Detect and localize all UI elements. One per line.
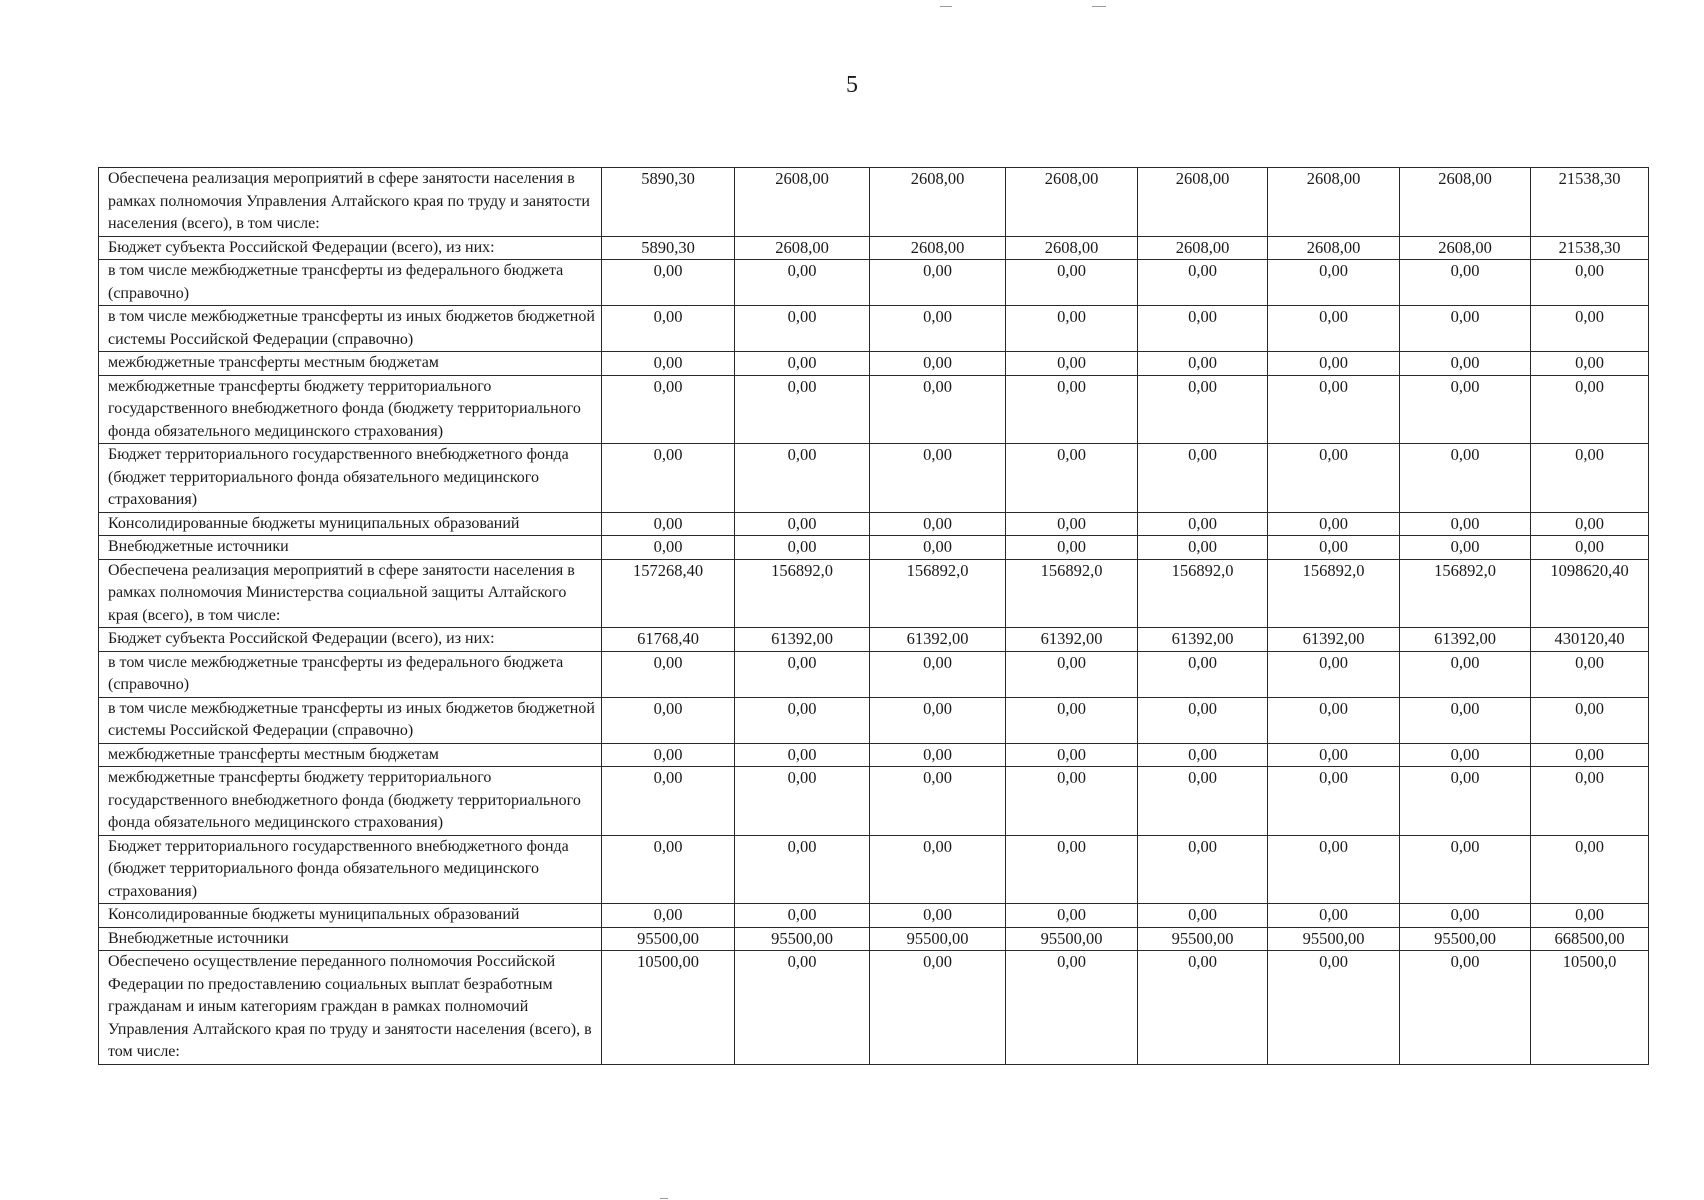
value-cell: 156892,0 bbox=[1138, 559, 1268, 628]
row-total-cell: 21538,30 bbox=[1531, 168, 1649, 237]
row-total-cell: 0,00 bbox=[1531, 512, 1649, 536]
value-cell: 0,00 bbox=[1006, 767, 1138, 836]
value-cell: 2608,00 bbox=[1268, 236, 1400, 260]
value-cell: 61392,00 bbox=[870, 628, 1006, 652]
table-row bbox=[99, 512, 1649, 536]
row-total-cell: 0,00 bbox=[1531, 352, 1649, 376]
value-cell: 0,00 bbox=[1006, 306, 1138, 352]
value-cell: 0,00 bbox=[735, 444, 870, 513]
value-cell: 0,00 bbox=[1400, 651, 1531, 697]
value-cell: 2608,00 bbox=[1138, 236, 1268, 260]
value-cell: 2608,00 bbox=[1268, 168, 1400, 237]
table-row bbox=[99, 927, 1649, 951]
value-cell: 0,00 bbox=[870, 352, 1006, 376]
value-cell: 0,00 bbox=[602, 444, 735, 513]
value-cell: 0,00 bbox=[1400, 767, 1531, 836]
value-cell: 0,00 bbox=[602, 375, 735, 444]
row-total-cell: 0,00 bbox=[1531, 904, 1649, 928]
value-cell: 0,00 bbox=[1268, 260, 1400, 306]
table-row bbox=[99, 306, 1649, 352]
value-cell: 0,00 bbox=[870, 835, 1006, 904]
value-cell: 2608,00 bbox=[1400, 168, 1531, 237]
value-cell: 0,00 bbox=[602, 904, 735, 928]
value-cell: 0,00 bbox=[735, 651, 870, 697]
row-label: Обеспечена реализация мероприятий в сфере занятости населения в рамках полномочия Министерства социальной защиты Алтайского края (всего), в том числе: bbox=[99, 559, 602, 628]
value-cell: 5890,30 bbox=[602, 168, 735, 237]
value-cell: 0,00 bbox=[1138, 651, 1268, 697]
value-cell: 0,00 bbox=[1400, 375, 1531, 444]
value-cell: 0,00 bbox=[1006, 352, 1138, 376]
row-label: в том числе межбюджетные трансферты из иных бюджетов бюджетной системы Российской Федерации (справочно) bbox=[99, 697, 602, 743]
value-cell: 0,00 bbox=[1268, 743, 1400, 767]
row-label: межбюджетные трансферты бюджету территориального государственного внебюджетного фонда (бюджету территориального фонда обязательного медицинского страхования) bbox=[99, 767, 602, 836]
value-cell: 157268,40 bbox=[602, 559, 735, 628]
value-cell: 0,00 bbox=[1006, 904, 1138, 928]
value-cell: 0,00 bbox=[1268, 306, 1400, 352]
value-cell: 0,00 bbox=[602, 767, 735, 836]
budget-table bbox=[98, 167, 1649, 1065]
row-label: Внебюджетные источники bbox=[99, 927, 602, 951]
value-cell: 95500,00 bbox=[870, 927, 1006, 951]
value-cell: 0,00 bbox=[1138, 835, 1268, 904]
row-total-cell: 1098620,40 bbox=[1531, 559, 1649, 628]
table-row bbox=[99, 697, 1649, 743]
value-cell: 0,00 bbox=[1006, 697, 1138, 743]
table-row bbox=[99, 352, 1649, 376]
row-label: Внебюджетные источники bbox=[99, 536, 602, 560]
value-cell: 0,00 bbox=[602, 743, 735, 767]
value-cell: 0,00 bbox=[735, 375, 870, 444]
value-cell: 95500,00 bbox=[1138, 927, 1268, 951]
value-cell: 0,00 bbox=[602, 260, 735, 306]
value-cell: 0,00 bbox=[1268, 512, 1400, 536]
row-label: в том числе межбюджетные трансферты из иных бюджетов бюджетной системы Российской Федерации (справочно) bbox=[99, 306, 602, 352]
row-label: межбюджетные трансферты местным бюджетам bbox=[99, 352, 602, 376]
row-total-cell: 0,00 bbox=[1531, 835, 1649, 904]
value-cell: 0,00 bbox=[735, 951, 870, 1065]
value-cell: 0,00 bbox=[1006, 835, 1138, 904]
value-cell: 0,00 bbox=[870, 951, 1006, 1065]
row-label: межбюджетные трансферты бюджету территориального государственного внебюджетного фонда (бюджету территориального фонда обязательного медицинского страхования) bbox=[99, 375, 602, 444]
value-cell: 0,00 bbox=[1006, 651, 1138, 697]
value-cell: 0,00 bbox=[1138, 375, 1268, 444]
table-row bbox=[99, 767, 1649, 836]
value-cell: 10500,00 bbox=[602, 951, 735, 1065]
row-label: Обеспечено осуществление переданного полномочия Российской Федерации по предоставлению социальных выплат безработным гражданам и иным категориям граждан в рамках полномочий Управления Алтайского края по труду и занятости населения (всего), в том числе: bbox=[99, 951, 602, 1065]
row-total-cell: 0,00 bbox=[1531, 743, 1649, 767]
table-row bbox=[99, 743, 1649, 767]
value-cell: 0,00 bbox=[1268, 375, 1400, 444]
value-cell: 0,00 bbox=[1400, 904, 1531, 928]
value-cell: 0,00 bbox=[1138, 536, 1268, 560]
value-cell: 0,00 bbox=[735, 835, 870, 904]
budget-table-body bbox=[99, 168, 1649, 1065]
value-cell: 0,00 bbox=[1400, 743, 1531, 767]
value-cell: 0,00 bbox=[1400, 536, 1531, 560]
value-cell: 0,00 bbox=[870, 536, 1006, 560]
table-row bbox=[99, 536, 1649, 560]
table-row bbox=[99, 835, 1649, 904]
scan-artifact bbox=[660, 1198, 668, 1199]
value-cell: 2608,00 bbox=[870, 236, 1006, 260]
value-cell: 0,00 bbox=[602, 306, 735, 352]
value-cell: 0,00 bbox=[1006, 512, 1138, 536]
value-cell: 2608,00 bbox=[870, 168, 1006, 237]
row-label: межбюджетные трансферты местным бюджетам bbox=[99, 743, 602, 767]
value-cell: 156892,0 bbox=[1268, 559, 1400, 628]
value-cell: 0,00 bbox=[1138, 767, 1268, 836]
value-cell: 0,00 bbox=[870, 767, 1006, 836]
page-number: 5 bbox=[846, 72, 858, 98]
value-cell: 0,00 bbox=[1006, 951, 1138, 1065]
row-total-cell: 0,00 bbox=[1531, 651, 1649, 697]
budget-table-container bbox=[98, 167, 1648, 1065]
value-cell: 0,00 bbox=[602, 651, 735, 697]
value-cell: 156892,0 bbox=[870, 559, 1006, 628]
value-cell: 0,00 bbox=[870, 743, 1006, 767]
value-cell: 0,00 bbox=[1138, 352, 1268, 376]
value-cell: 0,00 bbox=[1006, 536, 1138, 560]
value-cell: 0,00 bbox=[870, 512, 1006, 536]
value-cell: 2608,00 bbox=[735, 168, 870, 237]
value-cell: 0,00 bbox=[1006, 743, 1138, 767]
value-cell: 156892,0 bbox=[1400, 559, 1531, 628]
value-cell: 61392,00 bbox=[1400, 628, 1531, 652]
value-cell: 0,00 bbox=[1268, 835, 1400, 904]
value-cell: 0,00 bbox=[735, 352, 870, 376]
row-total-cell: 0,00 bbox=[1531, 767, 1649, 836]
value-cell: 0,00 bbox=[1268, 697, 1400, 743]
row-total-cell: 0,00 bbox=[1531, 375, 1649, 444]
value-cell: 0,00 bbox=[1006, 260, 1138, 306]
value-cell: 95500,00 bbox=[735, 927, 870, 951]
row-label: Консолидированные бюджеты муниципальных образований bbox=[99, 512, 602, 536]
value-cell: 95500,00 bbox=[1268, 927, 1400, 951]
value-cell: 0,00 bbox=[1268, 651, 1400, 697]
row-label: Бюджет субъекта Российской Федерации (всего), из них: bbox=[99, 236, 602, 260]
row-label: в том числе межбюджетные трансферты из федерального бюджета (справочно) bbox=[99, 260, 602, 306]
value-cell: 156892,0 bbox=[1006, 559, 1138, 628]
value-cell: 2608,00 bbox=[1006, 236, 1138, 260]
value-cell: 0,00 bbox=[602, 512, 735, 536]
row-label: Бюджет территориального государственного внебюджетного фонда (бюджет территориального фонда обязательного медицинского страхования) bbox=[99, 444, 602, 513]
value-cell: 0,00 bbox=[870, 260, 1006, 306]
value-cell: 0,00 bbox=[735, 904, 870, 928]
value-cell: 0,00 bbox=[1138, 904, 1268, 928]
value-cell: 0,00 bbox=[602, 536, 735, 560]
row-label: Бюджет субъекта Российской Федерации (всего), из них: bbox=[99, 628, 602, 652]
value-cell: 156892,0 bbox=[735, 559, 870, 628]
value-cell: 0,00 bbox=[1268, 444, 1400, 513]
value-cell: 0,00 bbox=[1268, 904, 1400, 928]
value-cell: 0,00 bbox=[1138, 444, 1268, 513]
table-row bbox=[99, 236, 1649, 260]
value-cell: 0,00 bbox=[870, 375, 1006, 444]
value-cell: 95500,00 bbox=[1400, 927, 1531, 951]
value-cell: 61392,00 bbox=[735, 628, 870, 652]
value-cell: 0,00 bbox=[602, 835, 735, 904]
value-cell: 0,00 bbox=[1400, 444, 1531, 513]
value-cell: 2608,00 bbox=[1400, 236, 1531, 260]
value-cell: 0,00 bbox=[1268, 767, 1400, 836]
value-cell: 0,00 bbox=[735, 512, 870, 536]
value-cell: 0,00 bbox=[1400, 835, 1531, 904]
table-row bbox=[99, 260, 1649, 306]
value-cell: 61392,00 bbox=[1138, 628, 1268, 652]
row-label: Обеспечена реализация мероприятий в сфере занятости населения в рамках полномочия Управления Алтайского края по труду и занятости населения (всего), в том числе: bbox=[99, 168, 602, 237]
value-cell: 95500,00 bbox=[1006, 927, 1138, 951]
value-cell: 0,00 bbox=[1268, 352, 1400, 376]
row-label: Бюджет территориального государственного внебюджетного фонда (бюджет территориального фонда обязательного медицинского страхования) bbox=[99, 835, 602, 904]
value-cell: 61392,00 bbox=[1006, 628, 1138, 652]
row-total-cell: 10500,0 bbox=[1531, 951, 1649, 1065]
value-cell: 0,00 bbox=[1138, 512, 1268, 536]
value-cell: 0,00 bbox=[1400, 512, 1531, 536]
value-cell: 0,00 bbox=[1268, 536, 1400, 560]
value-cell: 0,00 bbox=[735, 743, 870, 767]
value-cell: 0,00 bbox=[1400, 697, 1531, 743]
row-total-cell: 0,00 bbox=[1531, 536, 1649, 560]
value-cell: 0,00 bbox=[1138, 697, 1268, 743]
value-cell: 0,00 bbox=[1138, 743, 1268, 767]
value-cell: 0,00 bbox=[1400, 951, 1531, 1065]
row-total-cell: 21538,30 bbox=[1531, 236, 1649, 260]
value-cell: 0,00 bbox=[1400, 306, 1531, 352]
value-cell: 2608,00 bbox=[1006, 168, 1138, 237]
table-row bbox=[99, 904, 1649, 928]
table-row bbox=[99, 559, 1649, 628]
value-cell: 0,00 bbox=[1006, 444, 1138, 513]
table-row bbox=[99, 651, 1649, 697]
value-cell: 2608,00 bbox=[1138, 168, 1268, 237]
value-cell: 0,00 bbox=[870, 904, 1006, 928]
value-cell: 0,00 bbox=[1400, 352, 1531, 376]
value-cell: 0,00 bbox=[735, 260, 870, 306]
value-cell: 0,00 bbox=[1400, 260, 1531, 306]
row-label: Консолидированные бюджеты муниципальных образований bbox=[99, 904, 602, 928]
value-cell: 0,00 bbox=[1138, 951, 1268, 1065]
value-cell: 0,00 bbox=[602, 697, 735, 743]
value-cell: 0,00 bbox=[1006, 375, 1138, 444]
value-cell: 0,00 bbox=[602, 352, 735, 376]
row-total-cell: 430120,40 bbox=[1531, 628, 1649, 652]
value-cell: 0,00 bbox=[870, 444, 1006, 513]
row-label: в том числе межбюджетные трансферты из федерального бюджета (справочно) bbox=[99, 651, 602, 697]
value-cell: 0,00 bbox=[735, 767, 870, 836]
row-total-cell: 0,00 bbox=[1531, 697, 1649, 743]
value-cell: 0,00 bbox=[735, 306, 870, 352]
value-cell: 0,00 bbox=[870, 306, 1006, 352]
row-total-cell: 668500,00 bbox=[1531, 927, 1649, 951]
value-cell: 0,00 bbox=[1138, 306, 1268, 352]
table-row bbox=[99, 375, 1649, 444]
value-cell: 2608,00 bbox=[735, 236, 870, 260]
value-cell: 61392,00 bbox=[1268, 628, 1400, 652]
table-row bbox=[99, 951, 1649, 1065]
value-cell: 95500,00 bbox=[602, 927, 735, 951]
table-row bbox=[99, 444, 1649, 513]
value-cell: 61768,40 bbox=[602, 628, 735, 652]
table-row bbox=[99, 168, 1649, 237]
value-cell: 0,00 bbox=[735, 536, 870, 560]
value-cell: 0,00 bbox=[870, 697, 1006, 743]
row-total-cell: 0,00 bbox=[1531, 260, 1649, 306]
row-total-cell: 0,00 bbox=[1531, 444, 1649, 513]
value-cell: 5890,30 bbox=[602, 236, 735, 260]
value-cell: 0,00 bbox=[1138, 260, 1268, 306]
value-cell: 0,00 bbox=[870, 651, 1006, 697]
row-total-cell: 0,00 bbox=[1531, 306, 1649, 352]
scan-artifact bbox=[1092, 6, 1106, 7]
value-cell: 0,00 bbox=[735, 697, 870, 743]
table-row bbox=[99, 628, 1649, 652]
value-cell: 0,00 bbox=[1268, 951, 1400, 1065]
scan-artifact bbox=[940, 6, 952, 7]
